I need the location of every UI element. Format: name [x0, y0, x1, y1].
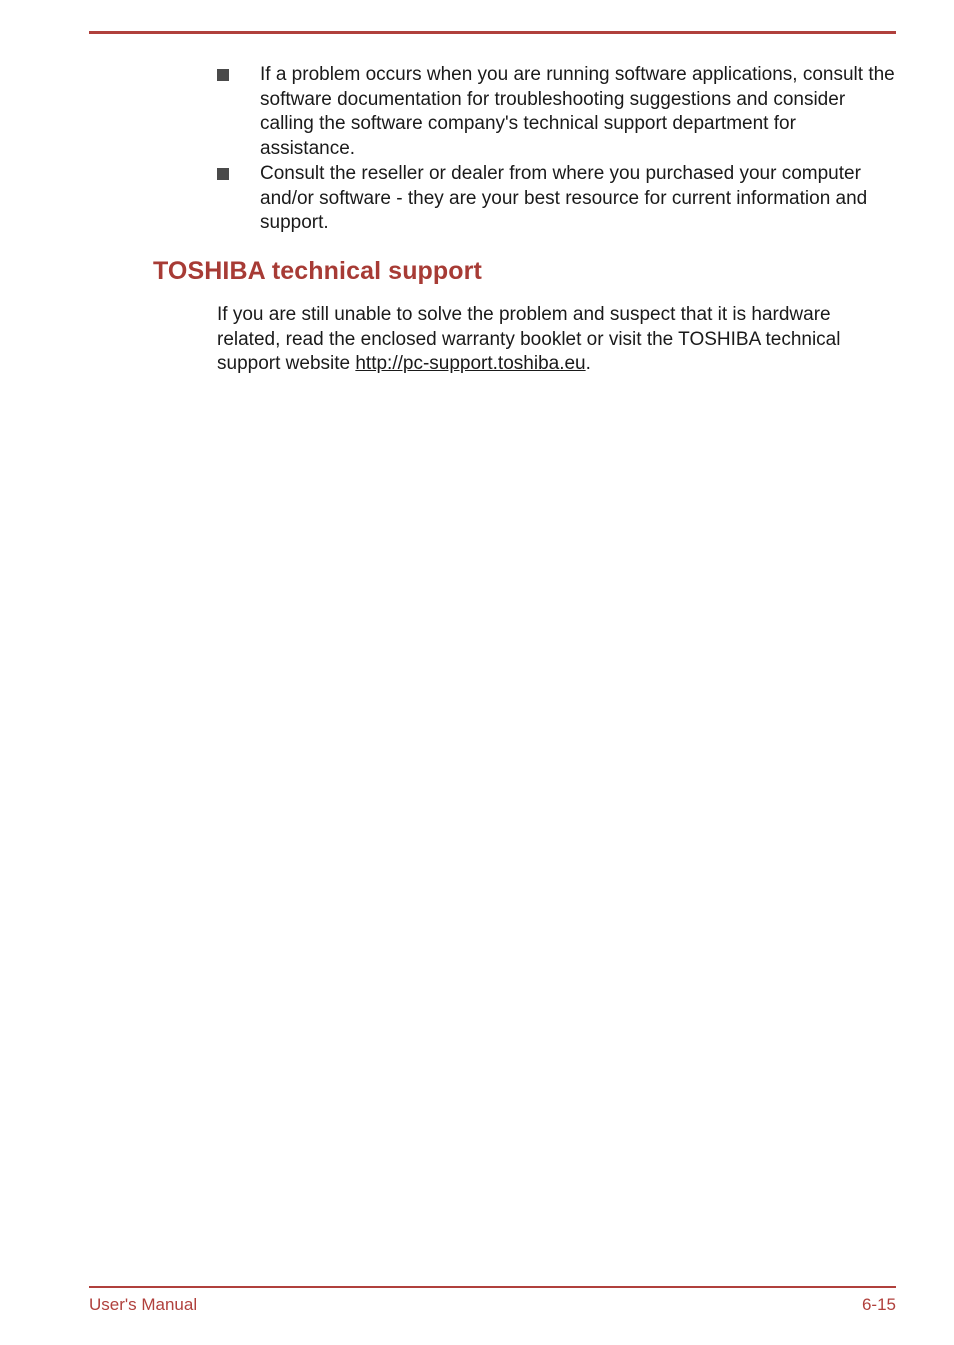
paragraph-end: . [585, 353, 591, 374]
list-item [216, 162, 896, 236]
section-heading: TOSHIBA technical support [153, 257, 482, 285]
paragraph-text: If you are still unable to solve the problem and suspect that it is hardware related, read the enclosed warranty booklet or visit the TOSHIBA technical support website [217, 304, 841, 374]
list-item [216, 63, 896, 161]
page-number: 6-15 [861, 1295, 896, 1314]
square-bullet-icon [217, 69, 229, 81]
footer-rule [89, 1286, 896, 1288]
list-item-text: If a problem occurs when you are running software applications, consult the software documentation for troubleshooting suggestions and consider calling the software company's technical support department for assistance. [260, 64, 895, 159]
support-website-link[interactable]: http://pc-support.toshiba.eu [355, 353, 586, 374]
header-rule [89, 31, 896, 34]
bullet-list [216, 63, 896, 237]
square-bullet-icon [217, 168, 229, 180]
list-item-text: Consult the reseller or dealer from where you purchased your computer and/or software - they are your best resource for current information and support. [260, 163, 868, 233]
support-paragraph [217, 303, 897, 377]
footer-title: User's Manual [89, 1295, 198, 1314]
